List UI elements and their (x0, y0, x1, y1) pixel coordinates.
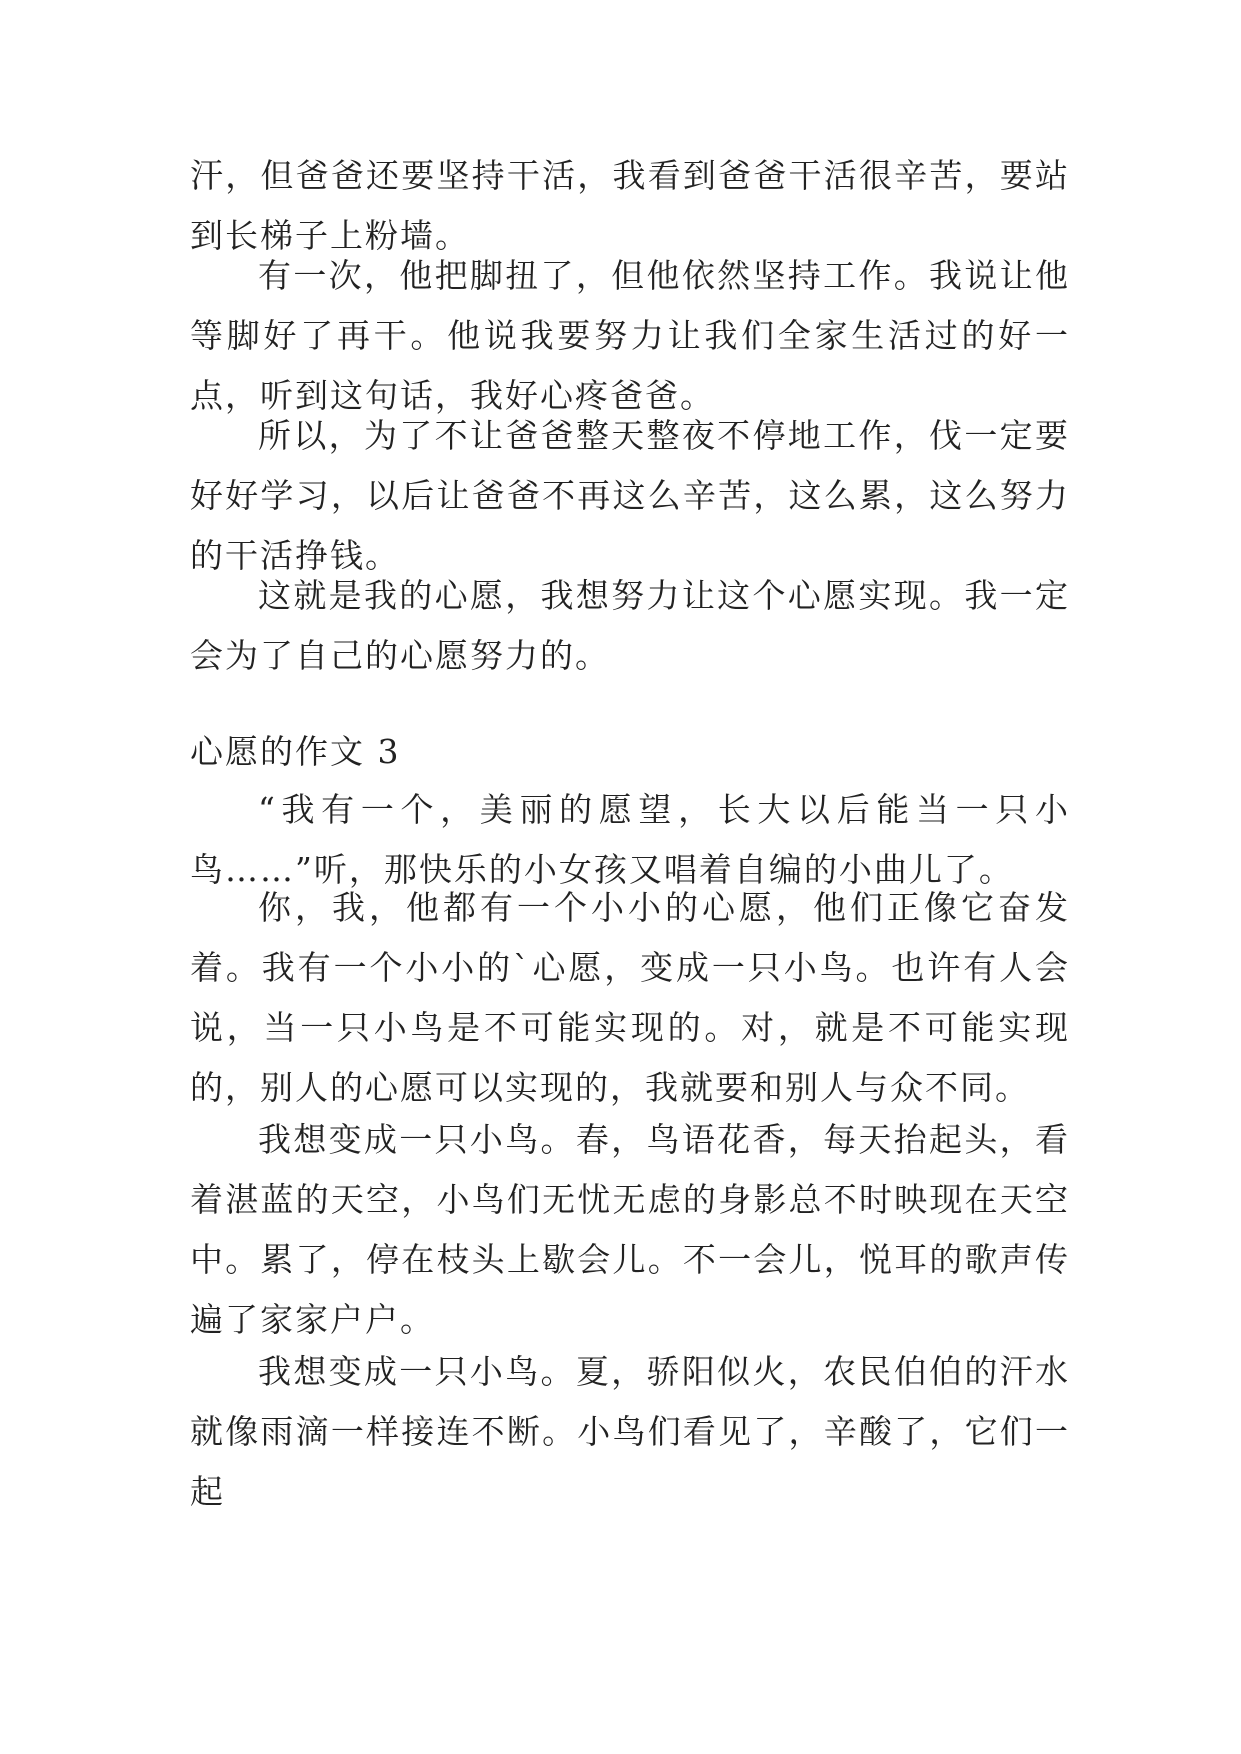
paragraph-song: “我有一个，美丽的愿望，长大以后能当一只小鸟……”听，那快乐的小女孩又唱着自编的小曲儿了。 (190, 790, 1070, 889)
section-heading: 心愿的作文 3 (190, 732, 401, 771)
paragraph-little-wish: 你，我，他都有一个小小的心愿，他们正像它奋发着。我有一个小小的`心愿，变成一只小鸟。也许有人会说，当一只小鸟是不可能实现的。对，就是不可能实现的，别人的心愿可以实现的，我就要和别人与众不同。 (190, 888, 1070, 1107)
paragraph-continuation: 汗，但爸爸还要坚持干活，我看到爸爸干活很辛苦，要站到长梯子上粉墙。 (190, 156, 1070, 255)
paragraph-foot-injury: 有一次，他把脚扭了，但他依然坚持工作。我说让他等脚好了再干。他说我要努力让我们全家生活过的好一点，听到这句话，我好心疼爸爸。 (190, 256, 1070, 415)
paragraph-spring: 我想变成一只小鸟。春，鸟语花香，每天抬起头，看着湛蓝的天空，小鸟们无忧无虑的身影总不时映现在天空中。累了，停在枝头上歇会儿。不一会儿，悦耳的歌声传遍了家家户户。 (190, 1120, 1070, 1339)
paragraph-study-hard: 所以，为了不让爸爸整天整夜不停地工作，伐一定要好好学习，以后让爸爸不再这么辛苦，这么累，这么努力的干活挣钱。 (190, 416, 1070, 575)
paragraph-summer: 我想变成一只小鸟。夏，骄阳似火，农民伯伯的汗水就像雨滴一样接连不断。小鸟们看见了，辛酸了，它们一起 (190, 1352, 1070, 1511)
paragraph-wish-conclusion: 这就是我的心愿，我想努力让这个心愿实现。我一定会为了自己的心愿努力的。 (190, 576, 1070, 675)
